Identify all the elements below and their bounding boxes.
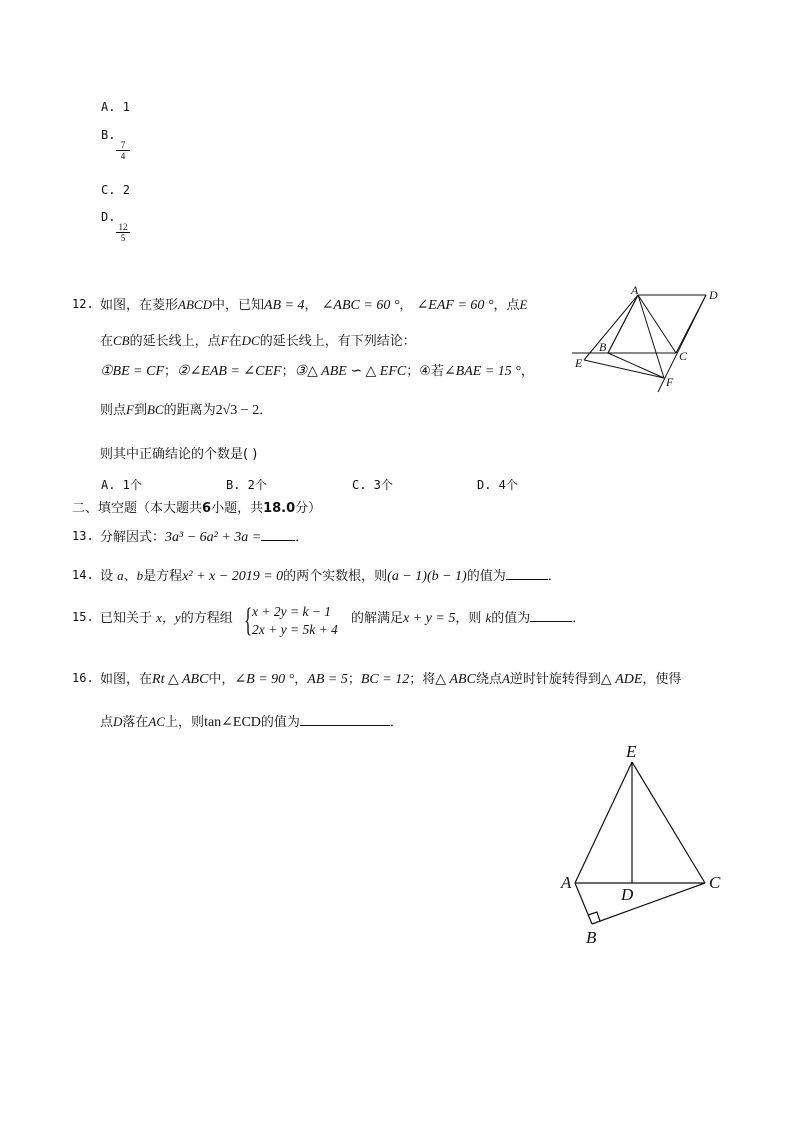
text: 分）	[295, 501, 322, 516]
math-var: a	[117, 568, 124, 583]
math-var: AC	[148, 714, 166, 729]
text: 的值为	[260, 715, 300, 730]
text: ；将	[409, 672, 436, 687]
text: ，	[304, 298, 318, 313]
math-expr: ∠BAE = 15 °	[443, 364, 521, 379]
denominator: 5	[120, 233, 126, 243]
denominator: 4	[120, 151, 126, 161]
option-label: C.	[101, 183, 116, 197]
text: ．	[389, 715, 403, 730]
q12-line-3: ①BE = CF；②∠EAB = ∠CEF；③△ ABE ∽ △ EFC；④若∠BAE = 15 °，	[100, 364, 534, 379]
label-a: A	[631, 283, 639, 297]
text: 的延长线上，有下列结论：	[259, 334, 416, 349]
text: 二、填空题（本大题共	[72, 501, 203, 516]
text: ．	[295, 530, 309, 545]
brace: {	[244, 602, 253, 639]
math-expr: AB = 5	[307, 672, 348, 687]
math-expr: (a − 1)(b − 1)	[387, 569, 467, 584]
text: 绕点	[475, 672, 502, 687]
text: 的两个实数根，则	[283, 569, 388, 584]
text: 落在	[122, 715, 149, 730]
question-number: 16.	[72, 671, 94, 685]
text: ，点	[493, 298, 520, 313]
text: 中，	[208, 672, 235, 687]
math-var: DC	[241, 333, 260, 348]
answer-blank[interactable]	[300, 713, 390, 726]
fraction-7-4	[116, 140, 130, 161]
text: 小题，共	[211, 501, 264, 516]
q12-option-b: B. 2个	[226, 478, 267, 492]
q16-line-1	[100, 668, 681, 688]
text: 到	[133, 403, 147, 418]
text: 点	[100, 715, 114, 730]
text: 已知关于	[100, 611, 153, 626]
conclusion-1: ①BE = CF	[100, 364, 164, 379]
q12-line-2	[100, 330, 416, 349]
text: ；	[347, 672, 361, 687]
q11-option-c	[101, 183, 130, 197]
text: ，	[294, 672, 308, 687]
q16-line-2	[100, 711, 403, 731]
triangle-figure	[555, 735, 735, 950]
q11-option-b	[101, 128, 115, 142]
label-b: B	[599, 340, 607, 354]
math-expr: x² + x − 2019 = 0	[182, 569, 284, 584]
math-expr: ∠ABC = 60 °	[321, 298, 400, 313]
text: ．	[259, 403, 273, 418]
text: 的解满足	[351, 611, 404, 626]
option-label: B.	[101, 128, 116, 142]
math-expr: △ ADE	[600, 672, 643, 687]
text: 在	[100, 334, 114, 349]
math-var: E	[519, 297, 528, 312]
text: 的方程组	[180, 611, 233, 626]
math-var: A	[501, 671, 510, 686]
label-f: F	[666, 375, 674, 389]
math-expr: △ ABC	[435, 672, 476, 687]
text: ．	[547, 569, 561, 584]
math-var: F	[126, 402, 134, 417]
question-number: 14.	[72, 568, 94, 582]
text: ．	[572, 611, 586, 626]
math-expr: 3a³ − 6a² + 3a =	[165, 530, 262, 545]
label-b: B	[586, 928, 597, 947]
math-var: k	[485, 610, 492, 625]
math-expr: 2√3 − 2	[215, 403, 260, 418]
conclusion-3: ③△ ABE ∽ △ EFC	[294, 364, 407, 379]
section-title	[72, 497, 321, 516]
fraction-12-5	[116, 222, 130, 243]
text: 如图，在	[100, 672, 153, 687]
math-expr: ∠EAF = 60 °	[416, 298, 494, 313]
count: 6	[202, 501, 212, 516]
math-expr: x + y = 5	[403, 611, 456, 626]
math-var: D	[113, 714, 123, 729]
label-d: D	[621, 885, 634, 904]
text: 是方程	[143, 569, 183, 584]
text: 分解因式：	[100, 530, 166, 545]
label-e: E	[626, 742, 637, 761]
text: 如图，在菱形	[100, 298, 179, 313]
option-value: 1	[122, 100, 130, 114]
q11-option-d	[101, 210, 115, 224]
text: 逆时针旋转得到	[509, 672, 601, 687]
math-var: b	[136, 568, 144, 583]
text: 的值为	[466, 569, 506, 584]
option-label: D.	[101, 210, 116, 224]
question-number: 12.	[72, 297, 94, 311]
q14-text	[100, 565, 561, 585]
question-number: 13.	[72, 529, 94, 543]
text: 中，已知	[211, 298, 264, 313]
q12-option-c: C. 3个	[352, 478, 393, 492]
math-expr: ∠B = 90 °	[234, 672, 295, 687]
conclusion-2: ②∠EAB = ∠CEF	[177, 364, 282, 379]
text: 则点	[100, 403, 127, 418]
q11-option-a	[101, 100, 130, 114]
label-c: C	[709, 873, 721, 892]
q12-line-1	[100, 294, 527, 314]
math-var: x，y	[156, 610, 181, 625]
text: ，	[520, 364, 534, 379]
text: 的距离为	[163, 403, 216, 418]
q13-text	[100, 526, 308, 546]
label-e: E	[575, 356, 583, 370]
equation-2: 2x + y = 5k + 4	[252, 622, 338, 637]
math-expr: Rt △ ABC	[152, 672, 209, 687]
conclusion-4: ④若	[419, 364, 444, 379]
math-expr: BC = 12	[360, 672, 410, 687]
math-var: BC	[146, 402, 164, 417]
q15-text-a	[100, 607, 233, 626]
q12-line-4	[100, 399, 272, 419]
text: ，	[399, 298, 413, 313]
math-var: CB	[113, 333, 130, 348]
text: 的值为	[491, 611, 531, 626]
question-number: 15.	[72, 610, 94, 624]
q15-text-b	[351, 607, 585, 627]
rhombus-figure	[560, 282, 730, 397]
answer-blank[interactable]	[506, 567, 548, 580]
equation-1: x + 2y = k − 1	[252, 604, 332, 619]
numerator: 12	[116, 222, 130, 233]
math-expr: AB = 4	[263, 298, 305, 313]
math-var: F	[220, 333, 229, 348]
label-a: A	[561, 873, 572, 892]
numerator: 7	[116, 140, 130, 151]
text: 、	[123, 569, 137, 584]
score: 18.0	[263, 501, 296, 516]
q12-option-a: A. 1个	[101, 478, 142, 492]
label-d: D	[709, 288, 718, 302]
text: ，使得	[642, 672, 682, 687]
option-label: A.	[101, 100, 116, 114]
option-value: 2	[122, 183, 130, 197]
text: 的延长线上，点	[129, 334, 221, 349]
answer-blank[interactable]	[261, 528, 295, 541]
q12-line-5: 则其中正确结论的个数是( )	[100, 447, 258, 462]
label-c: C	[679, 349, 688, 363]
text: 在	[228, 334, 242, 349]
math-var: ABCD	[178, 297, 212, 312]
q12-option-d: D. 4个	[477, 478, 518, 492]
text: ，则	[455, 611, 482, 626]
text: 上，则	[165, 715, 205, 730]
answer-blank[interactable]	[530, 609, 572, 622]
text: 设	[100, 569, 114, 584]
math-expr: tan∠ECD	[204, 715, 261, 730]
